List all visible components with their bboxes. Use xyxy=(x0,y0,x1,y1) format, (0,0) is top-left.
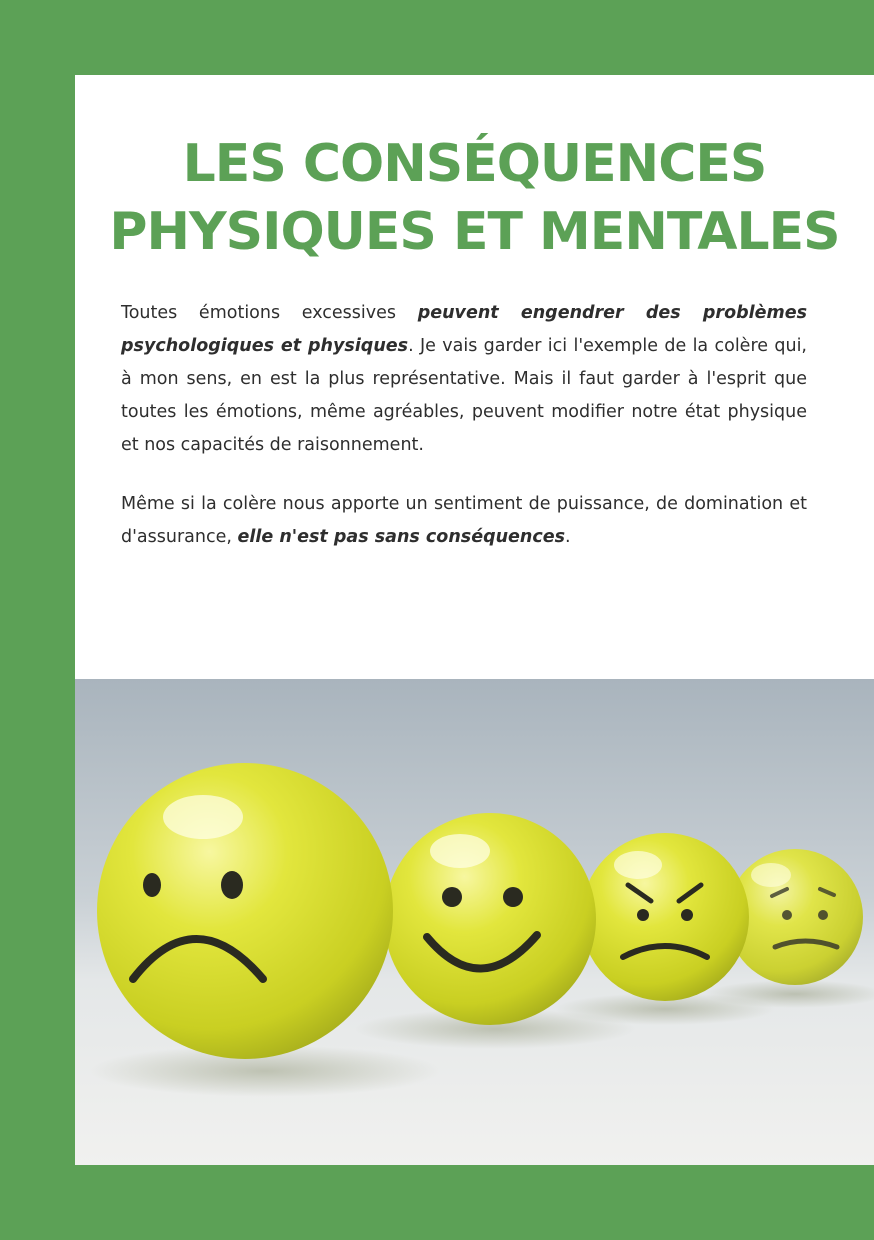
paragraph-2-text-a: Même si la colère nous apporte un sentiment de puissance, de domination et d'assurance, xyxy=(121,494,807,547)
emotion-balls-photo xyxy=(75,679,874,1165)
title-line-1: LES CONSÉQUENCES xyxy=(182,134,767,194)
paragraph-1 xyxy=(121,297,807,462)
paragraph-2-text-b: . xyxy=(565,527,571,547)
smiley-face-icon xyxy=(384,813,596,1025)
paragraph-1-text-b: . Je vais garder ici l'exemple de la colère qui, à mon sens, en est la plus représentative. Mais il faut garder à l'esprit que toutes les émotions, même agréables, peuvent modifier notre état physique et nos capacités de raisonnement. xyxy=(121,336,807,455)
body-text xyxy=(121,297,807,580)
paragraph-2 xyxy=(121,488,807,554)
angry-face-icon xyxy=(581,833,749,1001)
page-sheet xyxy=(75,75,874,1165)
paragraph-1-text-a: Toutes émotions excessives xyxy=(121,303,418,323)
paragraph-2-emphasis: elle n'est pas sans conséquences xyxy=(237,527,566,547)
sad-face-icon xyxy=(97,763,393,1059)
page-title xyxy=(75,130,874,266)
title-line-2: PHYSIQUES ET MENTALES xyxy=(109,202,840,262)
paragraph-1-emphasis: peuvent engendrer des problèmes psychologiques et physiques xyxy=(121,303,808,356)
